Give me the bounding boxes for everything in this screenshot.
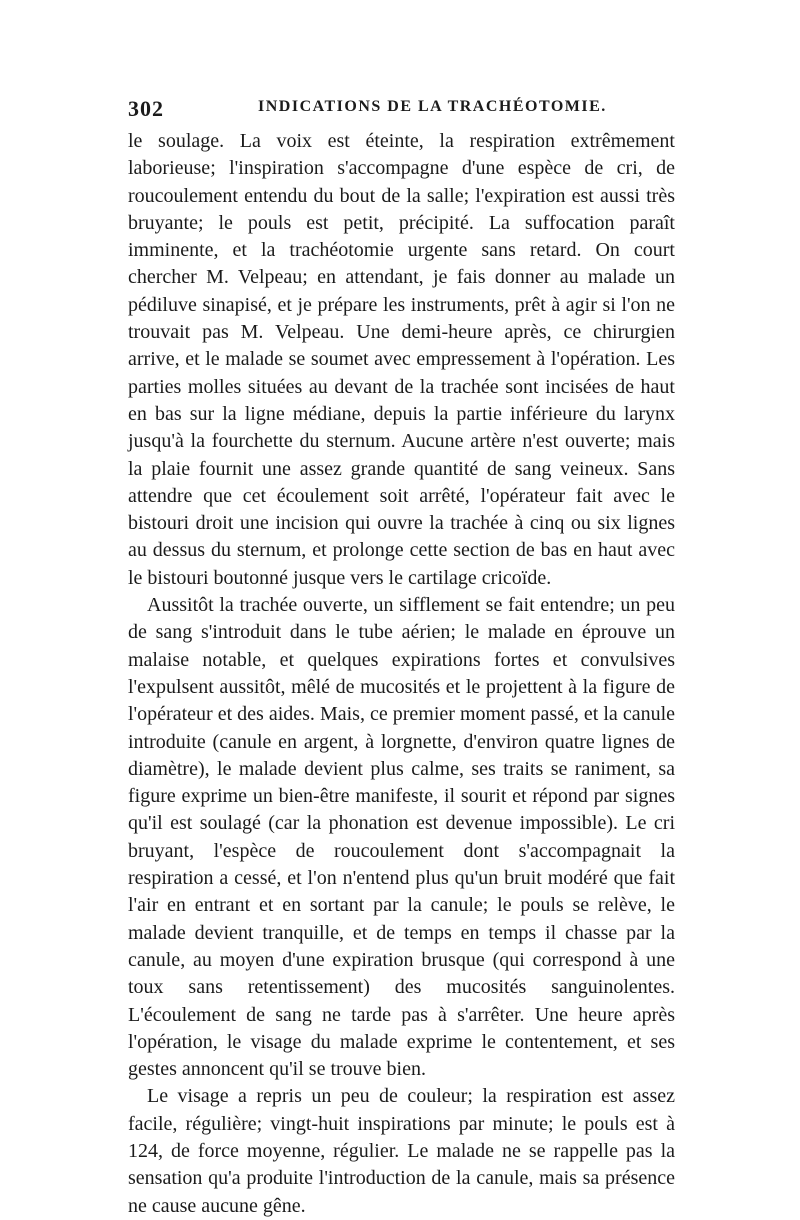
running-head <box>128 96 678 126</box>
paragraph-continuation: le soulage. La voix est éteinte, la respiration extrêmement laborieuse; l'inspiration s'accompagne d'une espèce de cri, de roucoulement entendu du bout de la salle; l'expiration est aussi très bruyante; le pouls est petit, précipité. La suffocation paraît imminente, et la trachéotomie urgente sans retard. On court chercher M. Velpeau; en attendant, je fais donner au malade un pédiluve sinapisé, et je prépare les instruments, prêt à agir si l'on ne trouvait pas M. Velpeau. Une demi-heure après, ce chirurgien arrive, et le malade se soumet avec empressement à l'opération. Les parties molles situées au devant de la trachée sont incisées de haut en bas sur la ligne médiane, depuis la partie inférieure du larynx jusqu'à la fourchette du sternum. Aucune artère n'est ouverte; mais la plaie fournit une assez grande quantité de sang veineux. Sans attendre que cet écoulement soit arrêté, l'opérateur fait avec le bistouri droit une incision qui ouvre la trachée à cinq ou six lignes au dessus du sternum, et prolonge cette section de bas en haut avec le bistouri boutonné jusque vers le cartilage cricoïde. <box>128 130 675 589</box>
running-title: INDICATIONS DE LA TRACHÉOTOMIE. <box>258 98 607 115</box>
paragraph-tracheal-opening: Aussitôt la trachée ouverte, un sifflement se fait entendre; un peu de sang s'introduit dans le tube aérien; le malade en éprouve un malaise notable, et quelques expirations fortes et convulsives l'expulsent aussitôt, mêlé de mucosités et le projettent à la figure de l'opérateur et des aides. Mais, ce premier moment passé, et la canule introduite (canule en argent, à lorgnette, d'environ quatre lignes de diamètre), le malade devient plus calme, ses traits se raniment, sa figure exprime un bien-être manifeste, il sourit et répond par signes qu'il est soulagé (car la phonation est devenue impossible). Le cri bruyant, l'espèce de roucoulement dont s'accompagnait la respiration a cessé, et l'on n'entend plus qu'un bruit modéré que fait l'air en entrant et en sortant par la canule; le pouls se relève, le malade devient tranquille, et de temps en temps il chasse par la canule, au moyen d'une expiration brusque (qui correspond à une toux sans retentissement) des mucosités sanguinolentes. L'écoulement de sang ne tarde pas à s'arrêter. Une heure après l'opération, le visage du malade exprime le contentement, et ses gestes annoncent qu'il se trouve bien. <box>128 594 675 1081</box>
page-number: 302 <box>128 96 164 121</box>
body-text <box>128 128 675 1220</box>
paragraph-recovery: Le visage a repris un peu de couleur; la respiration est assez facile, régulière; vingt-huit inspirations par minute; le pouls est à 124, de force moyenne, régulier. Le malade ne se rappelle pas la sensation qu'a produite l'introduction de la canule, mais sa présence ne cause aucune gêne. <box>128 1085 675 1217</box>
